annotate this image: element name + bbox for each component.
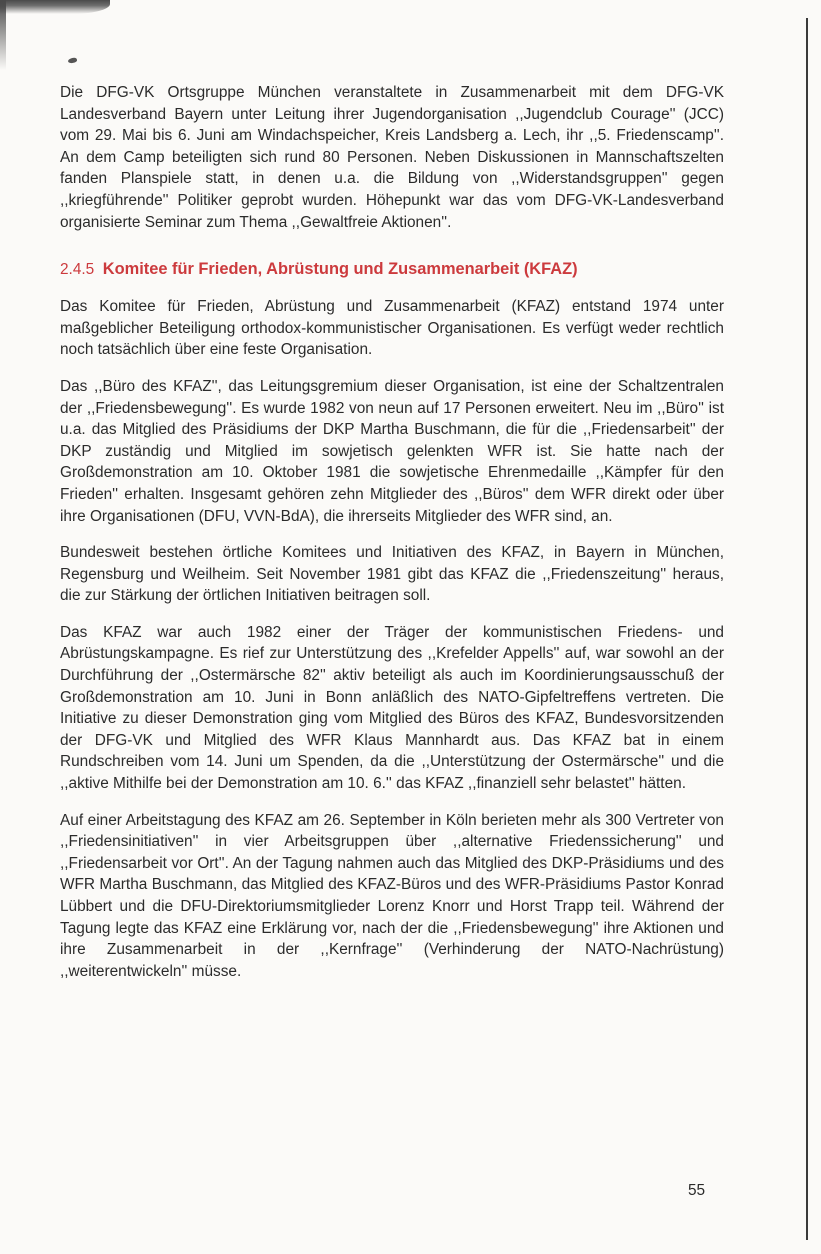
ink-speck: [68, 57, 78, 64]
paragraph-kfaz-intro: Das Komitee für Frieden, Abrüstung und Zusammenarbeit (KFAZ) entstand 1974 unter maßgeblicher Beteiligung orthodox-kommunistischer Organisationen. Es verfügt weder rechtlich noch tatsächlich über eine feste Organisation.: [60, 298, 724, 359]
page-body: [60, 82, 724, 997]
paragraph-kfaz-buero: Das ,,Büro des KFAZ'', das Leitungsgremium dieser Organisation, ist eine der Schaltzentralen der ,,Friedensbewegung''. Es wurde 1982 von neun auf 17 Personen erweitert. Neu im ,,Büro'' ist u.a. das Mitglied des Präsidiums der DKP Martha Buschmann, die für die ,,Friedensarbeit'' der DKP zuständig und Mitglied im sowjetisch gelenkten WFR ist. Sie hatte nach der Großdemonstration am 10. Oktober 1981 die sowjetische Ehrenmedaille ,,Kämpfer für den Frieden'' erhalten. Insgesamt gehören zehn Mitglieder des ,,Büros'' dem WFR direkt oder über ihre Organisationen (DFU, VVN-BdA), die ihrerseits Mitglieder des WFR sind, an.: [60, 377, 724, 525]
scan-left-shadow: [0, 0, 6, 70]
paragraph-kfaz-arbeitstagung: Auf einer Arbeitstagung des KFAZ am 26. September in Köln berieten mehr als 300 Vertreter von ,,Friedensinitiativen'' in vier Arbeitsgruppen über ,,alternative Friedenssicherung'' und ,,Friedensarbeit vor Ort''. An der Tagung nahmen auch das Mitglied des DKP-Präsidiums und des WFR Martha Buschmann, das Mitglied des KFAZ-Büros und des WFR-Präsidiums Pastor Konrad Lübbert und die DFU-Direktoriumsmitglieder Lorenz Knorr und Horst Trapp teil. Während der Tagung legte das KFAZ eine Erklärung vor, nach der die ,,Friedensbewegung'' ihre Aktionen und ihre Zusammenarbeit in der ,,Kernfrage'' (Verhinderung der NATO-Nachrüstung) ,,weiterentwickeln'' müsse.: [60, 811, 724, 980]
paragraph-kfaz-komitees: Bundesweit bestehen örtliche Komitees und Initiativen des KFAZ, in Bayern in München, Regensburg und Weilheim. Seit November 1981 gibt das KFAZ die ,,Friedenszeitung'' heraus, die zur Stärkung der örtlichen Initiativen beitragen soll.: [60, 544, 724, 605]
section-heading: [60, 259, 724, 280]
paragraph-kfaz-kampagne: Das KFAZ war auch 1982 einer der Träger der kommunistischen Friedens- und Abrüstungskampagne. Es rief zur Unterstützung des ,,Krefelder Appells'' auf, war sowohl an der Durchführung der ,,Ostermärsche 82'' aktiv beteiligt als auch im Koordinierungsausschuß der Großdemonstration am 10. Juni in Bonn anläßlich des NATO-Gipfeltreffens vertreten. Die Initiative zu dieser Demonstration ging vom Mitglied des Büros des KFAZ, Bundesvorsitzenden der DFG-VK und Mitglied des WFR Klaus Mannhardt aus. Das KFAZ bat in einem Rundschreiben vom 14. Juni um Spenden, da die ,,Unterstützung der Ostermärsche'' und die ,,aktive Mithilfe bei der Demonstration am 10. 6.'' das KFAZ ,,finanziell sehr belastet'' hätten.: [60, 623, 724, 793]
scan-corner-shadow: [0, 0, 110, 14]
section-title: Komitee für Frieden, Abrüstung und Zusammenarbeit (KFAZ): [102, 260, 578, 279]
page-number: 55: [688, 1182, 706, 1199]
paragraph-friedenscamp: Die DFG-VK Ortsgruppe München veranstaltete in Zusammenarbeit mit dem DFG-VK Landesverband Bayern unter Leitung ihrer Jugendorganisation ,,Jugendclub Courage'' (JCC) vom 29. Mai bis 6. Juni am Windachspeicher, Kreis Landsberg a. Lech, ihr ,,5. Friedenscamp''. An dem Camp beteiligten sich rund 80 Personen. Neben Diskussionen in Mannschaftszelten fanden Planspiele statt, in denen u.a. die Bildung von ,,Widerstandsgruppen'' gegen ,,kriegführende'' Politiker geprobt wurden. Höhepunkt war das vom DFG-VK-Landesverband organisierte Seminar zum Thema ,,Gewaltfreie Aktionen''.: [60, 84, 724, 231]
section-number: 2.4.5: [60, 261, 95, 279]
page-edge-line: [806, 18, 808, 1240]
